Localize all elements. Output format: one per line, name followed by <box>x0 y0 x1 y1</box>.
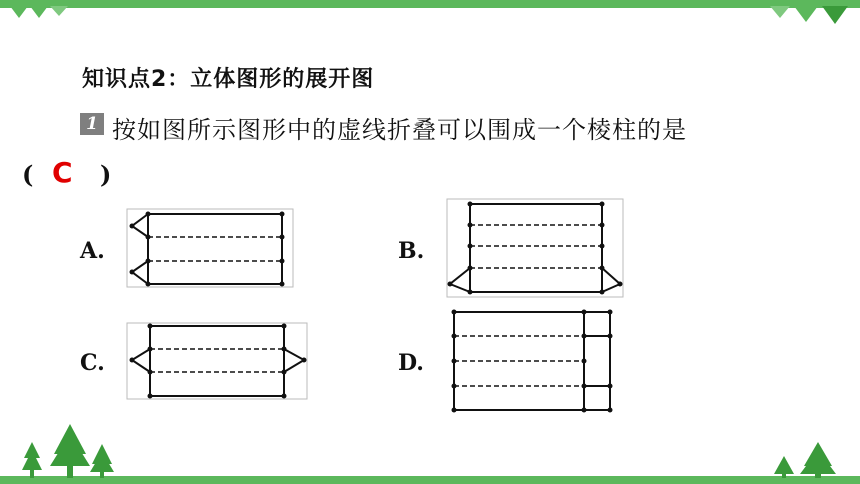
top-left-bunting-icon <box>10 6 70 22</box>
question-text: 按如图所示图形中的虚线折叠可以围成一个棱柱的是 <box>112 116 687 144</box>
tree-icon <box>20 420 120 478</box>
option-b-figure[interactable] <box>446 198 624 298</box>
option-a-figure[interactable] <box>126 208 294 288</box>
bottom-accent-bar <box>0 476 860 484</box>
answer-value: C <box>52 156 73 189</box>
answer-paren-close: ) <box>100 160 112 189</box>
answer-paren-open: ( <box>22 160 34 189</box>
option-c-label: C. <box>80 350 105 376</box>
top-right-bunting-icon <box>770 6 850 26</box>
option-d-figure[interactable] <box>446 308 616 414</box>
tree-icon <box>770 440 840 478</box>
question-number-badge: 1 <box>80 113 104 135</box>
option-a-label: A. <box>80 238 105 264</box>
option-c-figure[interactable] <box>126 322 308 400</box>
top-accent-bar <box>0 0 860 8</box>
option-d-label: D. <box>398 350 424 376</box>
section-heading: 知识点2：立体图形的展开图 <box>82 67 375 92</box>
option-b-label: B. <box>398 238 425 264</box>
